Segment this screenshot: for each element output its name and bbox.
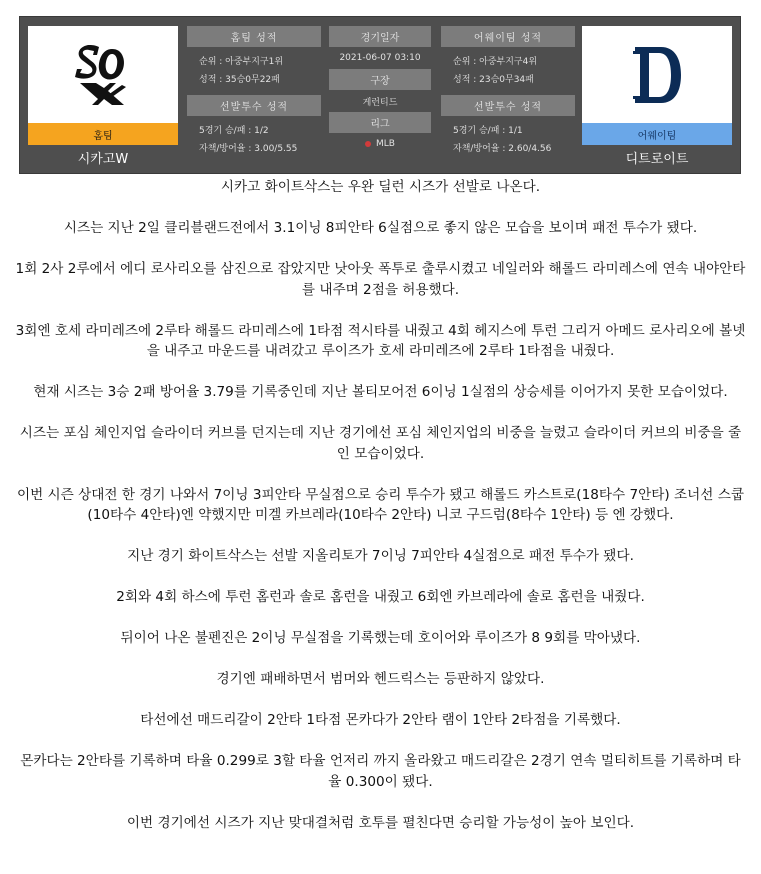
mlb-icon [365, 141, 371, 147]
away-pitcher-header: 선발투수 성적 [441, 95, 575, 116]
article-paragraph: 3회엔 호세 라미레즈에 2루타 해롤드 라미레스에 1타점 적시타를 내줬고 4회 헤지스에 투런 그리거 아메드 로사리오에 볼넷을 내주고 마운드를 내려갔고 루이즈가 호세 라미레즈에 2루타 1타점을 내줬다. [15, 322, 746, 359]
stadium-name: 게런티드 [362, 97, 398, 108]
away-record: 성적 : 23승0무34패 [453, 74, 534, 85]
home-pitcher-header: 선발투수 성적 [187, 95, 321, 116]
article-paragraph: 시카고 화이트삭스는 우완 딜런 시즈가 선발로 나온다. [220, 179, 541, 195]
away-rank: 순위 : 아중부지구4위 [453, 56, 538, 67]
away-team [582, 26, 732, 169]
white-sox-logo-icon [68, 39, 138, 111]
article-paragraph: 이번 경기에선 시즈가 지난 맞대결처럼 호투를 펼친다면 승리할 가능성이 높아 보인다. [126, 814, 635, 831]
article-paragraph: 현재 시즈는 3승 2패 방어율 3.79를 기록중인데 지난 볼티모어전 6이닝 1실점의 상승세를 이어가지 못한 모습이었다. [33, 384, 728, 400]
away-pitcher-games: 5경기 승/패 : 1/1 [453, 125, 523, 136]
away-stats-column [441, 26, 575, 156]
home-team-name: 시카고W [77, 151, 129, 167]
home-pitcher-games: 5경기 승/패 : 1/2 [199, 125, 269, 136]
article-paragraph: 이번 시즌 상대전 한 경기 나와서 7이닝 3피안타 무실점으로 승리 투수가 됐고 해롤드 카스트로(18타수 7안타) 조너선 스쿱(10타수 4안타)엔 약했지만 미겔 카브레라(10타수 2안타) 니코 구드럼(8타수 1안타) 등 엔 강했다. [16, 486, 745, 523]
league-header: 리그 [329, 112, 431, 133]
article-paragraph: 뒤이어 나온 불펜진은 2이닝 무실점을 기록했는데 호이어와 루이즈가 8 9회를 막아냈다. [120, 630, 641, 646]
away-team-name: 디트로이트 [625, 151, 689, 167]
stadium-header: 구장 [329, 69, 431, 90]
article-paragraph: 1회 2사 2루에서 에디 로사리오를 삼진으로 잡았지만 낫아웃 폭투로 출루시켰고 네일러와 해롤드 라미레스에 연속 내야안타를 내주며 2점을 허용했다. [15, 261, 746, 298]
home-pitcher-era: 자책/방어율 : 3.00/5.55 [199, 143, 298, 154]
home-stats-column [187, 26, 321, 156]
article-body [14, 177, 747, 854]
article-paragraph: 타선에선 매드리갈이 2안타 1타점 몬카다가 2안타 램이 1안타 2타점을 기록했다. [140, 712, 621, 728]
home-record: 성적 : 35승0무22패 [199, 74, 280, 85]
white-sox-logo [28, 26, 178, 123]
match-card [19, 16, 741, 174]
league-name: MLB [376, 139, 395, 149]
tigers-logo-icon [629, 43, 685, 107]
date-header: 경기일자 [329, 26, 431, 47]
game-info-column [329, 26, 431, 155]
article-paragraph: 몬카다는 2안타를 기록하며 타율 0.299로 3할 타율 언저리 까지 올라왔고 매드리갈은 2경기 연속 멀티히트를 기록하며 타율 0.300이 됐다. [20, 753, 741, 790]
article-paragraph: 경기엔 패배하면서 범머와 헨드릭스는 등판하지 않았다. [216, 671, 545, 687]
article-paragraph: 시즈는 지난 2일 클리블랜드전에서 3.1이닝 8피안타 6실점으로 좋지 않은 모습을 보이며 패전 투수가 됐다. [63, 220, 698, 236]
article-paragraph: 시즈는 포심 체인지업 슬라이더 커브를 던지는데 지난 경기에선 포심 체인지업의 비중을 늘렸고 슬라이더 커브의 비중을 줄인 모습이었다. [19, 425, 742, 462]
article-paragraph: 지난 경기 화이트삭스는 선발 지올리토가 7이닝 7피안타 4실점으로 패전 투수가 됐다. [127, 548, 634, 564]
home-rank: 순위 : 아중부지구1위 [199, 56, 284, 67]
game-date: 2021-06-07 03:10 [339, 53, 421, 63]
home-team [28, 26, 178, 169]
away-role-label: 어웨이팀 [582, 123, 732, 145]
away-pitcher-era: 자책/방어율 : 2.60/4.56 [453, 143, 552, 154]
tigers-logo [582, 26, 732, 123]
home-stats-header: 홈팀 성적 [187, 26, 321, 47]
article-paragraph: 2회와 4회 하스에 투런 홈런과 솔로 홈런을 내줬고 6회엔 카브레라에 솔로 홈런을 내줬다. [116, 589, 645, 605]
league-value [329, 133, 431, 155]
away-stats-header: 어웨이팀 성적 [441, 26, 575, 47]
home-role-label: 홈팀 [28, 123, 178, 145]
